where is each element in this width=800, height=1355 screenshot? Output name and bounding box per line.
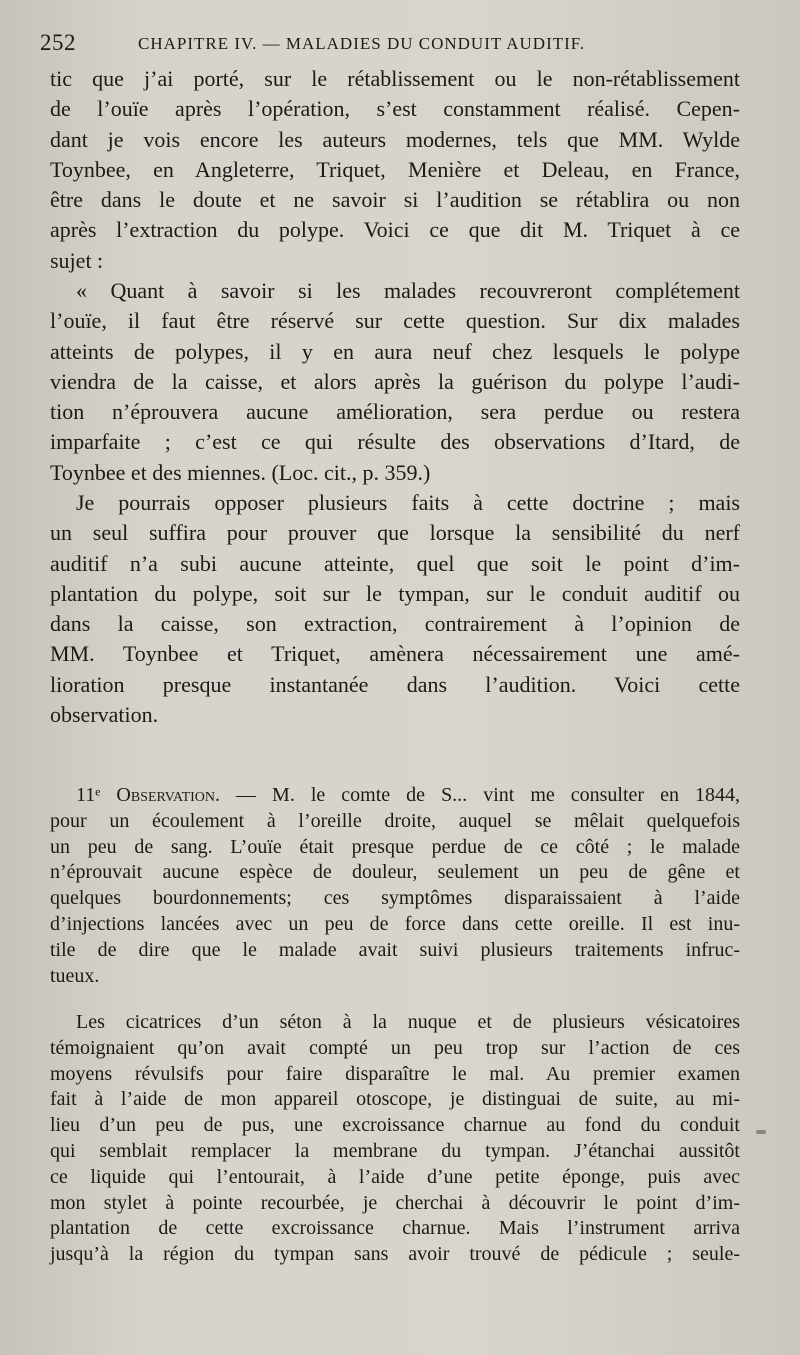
- page-number: 252: [40, 30, 76, 55]
- text-line: lieu d’un peu de pus, une excroissance charnue au fond du conduit: [50, 1114, 740, 1137]
- quotation: [50, 276, 740, 488]
- text-line: témoignaient qu’on avait compté un peu trop sur l’action de ces: [50, 1036, 740, 1059]
- text-line: dans la caisse, son extraction, contrairement à l’opinion de: [50, 611, 740, 637]
- observation-block: [50, 783, 740, 989]
- paragraph-1: [50, 64, 740, 276]
- text-line: tion n’éprouvera aucune amélioration, sera perdue ou restera: [50, 399, 740, 425]
- text-line: mon stylet à pointe recourbée, je cherchai à découvrir le point d’im-: [50, 1191, 740, 1214]
- text-line: sujet :: [50, 247, 104, 273]
- text-line: de l’ouïe après l’opération, s’est constamment réalisé. Cepen-: [50, 96, 740, 122]
- text-line: tile de dire que le malade avait suivi plusieurs traitements infruc-: [50, 938, 740, 961]
- text-line: imparfaite ; c’est ce qui résulte des observations d’Itard, de: [50, 429, 740, 455]
- text-line: qui semblait remplacer la membrane du tympan. J’étanchai aussitôt: [50, 1139, 740, 1162]
- text-line: moyens révulsifs pour faire disparaître le mal. Au premier examen: [50, 1062, 740, 1085]
- text-line: un peu de sang. L’ouïe était presque perdue de ce côté ; le malade: [50, 835, 740, 858]
- observation-title: 11ᵉ Observation.: [76, 784, 221, 806]
- text-line: plantation de cette excroissance charnue. Mais l’instrument arriva: [50, 1217, 740, 1240]
- text-line: Toynbee, en Angleterre, Triquet, Menière et Deleau, en France,: [50, 156, 740, 182]
- text-line: n’éprouvait aucune espèce de douleur, seulement un peu de gêne et: [50, 861, 740, 884]
- text-line: l’ouïe, il faut être réservé sur cette question. Sur dix malades: [50, 308, 740, 334]
- page-header: [40, 30, 740, 60]
- text-line: Les cicatrices d’un séton à la nuque et de plusieurs vésicatoires: [76, 1011, 740, 1033]
- text-line: dant je vois encore les auteurs modernes, tels que MM. Wylde: [50, 126, 740, 152]
- text-line: Je pourrais opposer plusieurs faits à cette doctrine ; mais: [76, 490, 740, 515]
- text-line: tueux.: [50, 964, 100, 987]
- text-line: fait à l’aide de mon appareil otoscope, je distinguai de suite, au mi-: [50, 1088, 740, 1111]
- running-head: CHAPITRE IV. — MALADIES DU CONDUIT AUDITIF.: [138, 34, 586, 53]
- paragraph-2: [50, 488, 740, 730]
- text-line: atteints de polypes, il y en aura neuf chez lesquels le polype: [50, 338, 740, 364]
- observation-first-line: [50, 783, 740, 809]
- text-line: observation.: [50, 702, 159, 728]
- paper-blemish: [756, 1130, 766, 1134]
- text-line: ce liquide qui l’entourait, à l’aide d’une petite éponge, puis avec: [50, 1165, 740, 1188]
- text-line: viendra de la caisse, et alors après la guérison du polype l’audi-: [50, 368, 740, 394]
- paragraph-3: [50, 1010, 740, 1268]
- text-line: pour un écoulement à l’oreille droite, auquel se mêlait quelquefois: [50, 809, 740, 832]
- text-line: quelques bourdonnements; ces symptômes disparaissaient à l’aide: [50, 887, 740, 910]
- observation-intro: — M. le comte de S... vint me consulter en 1844,: [220, 784, 740, 806]
- text-line: après l’extraction du polype. Voici ce que dit M. Triquet à ce: [50, 217, 740, 243]
- text-line: tic que j’ai porté, sur le rétablissement ou le non-rétablissement: [50, 66, 740, 91]
- text-line: auditif n’a subi aucune atteinte, quel que soit le point d’im-: [50, 550, 740, 576]
- text-line: être dans le doute et ne savoir si l’audition se rétablira ou non: [50, 187, 740, 213]
- text-line: lioration presque instantanée dans l’audition. Voici cette: [50, 671, 740, 697]
- text-line: « Quant à savoir si les malades recouvreront complétement: [76, 278, 740, 303]
- text-line: d’injections lancées avec un peu de force dans cette oreille. Il est inu-: [50, 912, 740, 935]
- text-line: un seul suffira pour prouver que lorsque la sensibilité du nerf: [50, 520, 740, 546]
- text-line: Toynbee et des miennes. (Loc. cit., p. 359.): [50, 459, 431, 485]
- text-line: MM. Toynbee et Triquet, amènera nécessairement une amé-: [50, 641, 740, 667]
- text-line: jusqu’à la région du tympan sans avoir trouvé de pédicule ; seule-: [50, 1243, 740, 1266]
- text-line: plantation du polype, soit sur le tympan, sur le conduit auditif ou: [50, 580, 740, 606]
